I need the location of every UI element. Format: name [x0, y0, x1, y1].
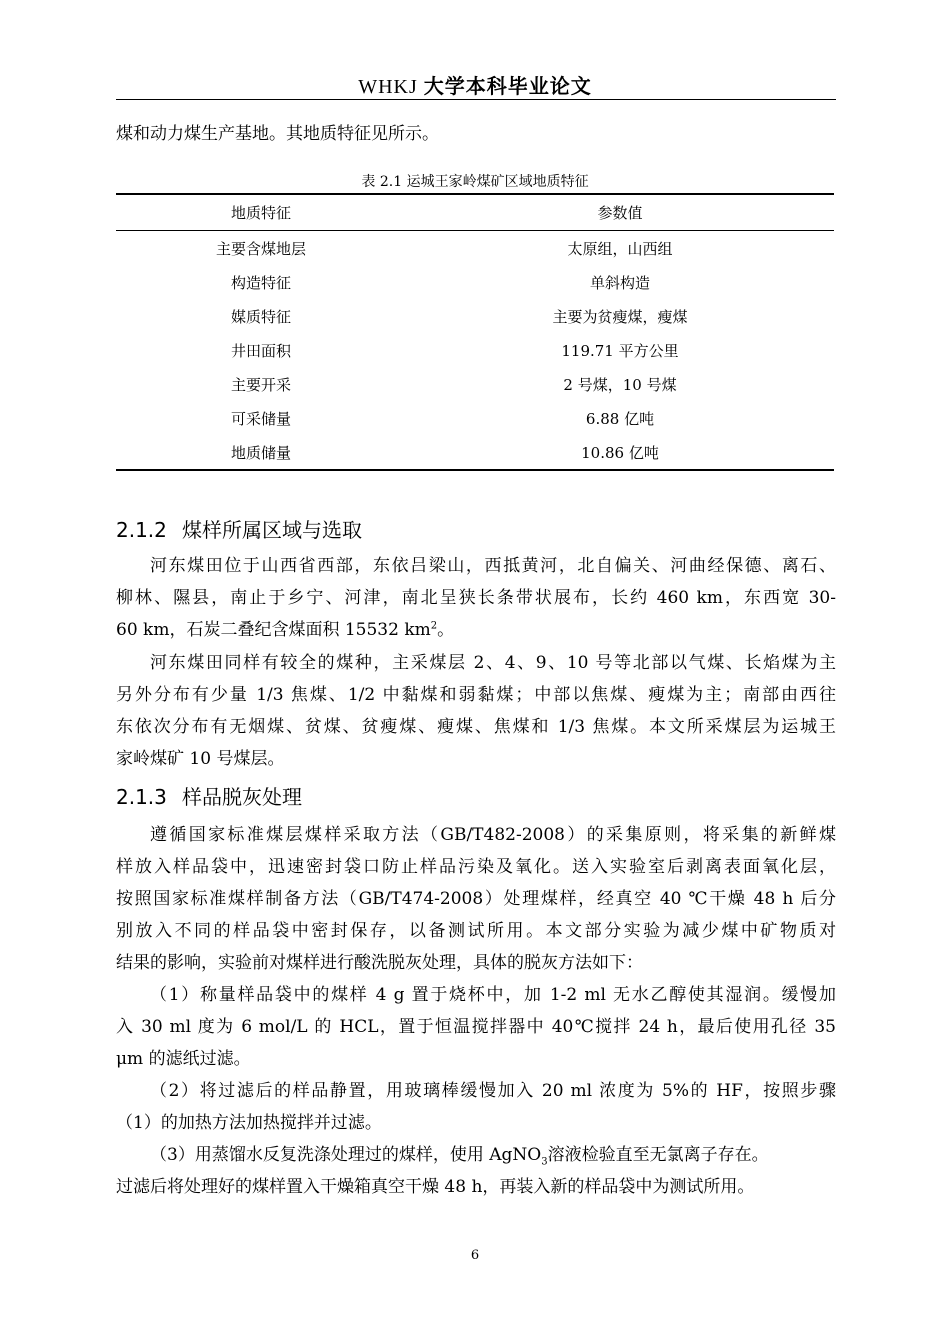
- paragraph-line: 河东煤田同样有较全的煤种，主采煤层 2、4、9、10 号等北部以气煤、长焰煤为主: [150, 653, 836, 673]
- paragraph-line: [150, 1140, 836, 1167]
- paragraph-line: 按照国家标准煤样制备方法（GB/T474-2008）处理煤样，经真空 40 ℃干燥 48 h 后分: [116, 889, 836, 909]
- paragraph-line: 样放入样品袋中，迅速密封袋口防止样品污染及氧化。送入实验室后剥离表面氧化层，: [116, 857, 836, 877]
- header-title: 大学本科毕业论文: [423, 74, 592, 98]
- text-run: （3）用蒸馏水反复洗涤处理过的煤样，使用 AgNO: [150, 1145, 542, 1165]
- paragraph-line: 别放入不同的样品袋中密封保存，以备测试所用。本文部分实验为减少煤中矿物质对: [116, 921, 836, 941]
- paragraph-line: 遵循国家标准煤层煤样采取方法（GB/T482-2008）的采集原则，将采集的新鲜煤: [150, 825, 836, 845]
- table-row: [116, 435, 834, 470]
- paragraph-line: （2）将过滤后的样品静置，用玻璃棒缓慢加入 20 ml 浓度为 5%的 HF，按照步骤: [150, 1081, 836, 1101]
- table-row: [116, 333, 834, 367]
- paragraph-line: 家岭煤矿 10 号煤层。: [116, 749, 285, 769]
- section-heading-2-1-3: [116, 781, 302, 810]
- paragraph-line: 河东煤田位于山西省西部，东依吕梁山，西抵黄河，北自偏关、河曲经保德、离石、: [150, 556, 836, 576]
- table-cell: 119.71 平方公里: [561, 341, 679, 360]
- table-cell: 主要开采: [230, 375, 291, 394]
- table-row: [116, 231, 834, 266]
- text-run: 60 km，石炭二叠纪含煤面积 15532 km: [116, 620, 431, 640]
- paragraph-line: [116, 615, 836, 640]
- table-cell: 2 号煤，10 号煤: [563, 375, 677, 394]
- table-cell: 6.88 亿吨: [585, 409, 655, 428]
- section-number: 2.1.2: [116, 518, 167, 542]
- table-cell: 主要为贫瘦煤，瘦煤: [552, 307, 688, 326]
- header-rule: [116, 99, 836, 100]
- section-title: 煤样所属区域与选取: [182, 518, 362, 542]
- subscript: 3: [541, 1156, 548, 1168]
- paragraph-line: 柳林、隰县，南止于乡宁、河津，南北呈狭长条带状展布，长约 460 km，东西宽 30-: [116, 588, 836, 608]
- intro-line: 煤和动力煤生产基地。其地质特征见所示。: [116, 124, 439, 144]
- column-header: 参数值: [406, 194, 834, 231]
- table-cell: 媒质特征: [230, 307, 291, 326]
- table-cell: 单斜构造: [589, 273, 650, 292]
- page-header: [116, 70, 834, 99]
- table-header-row: [116, 194, 834, 231]
- paragraph-line: μm 的滤纸过滤。: [116, 1049, 251, 1069]
- paragraph-line: 入 30 ml 度为 6 mol/L 的 HCL，置于恒温搅拌器中 40℃搅拌 24 h，最后使用孔径 35: [116, 1017, 836, 1037]
- section-heading-2-1-2: [116, 514, 362, 543]
- table-cell: 可采储量: [230, 409, 291, 428]
- table-cell: 构造特征: [230, 273, 291, 292]
- paragraph-line: 东依次分布有无烟煤、贫煤、贫瘦煤、瘦煤、焦煤和 1/3 焦煤。本文所采煤层为运城王: [116, 717, 836, 737]
- paragraph-line: （1）的加热方法加热搅拌并过滤。: [116, 1113, 382, 1133]
- text-run: 。: [437, 620, 455, 640]
- table-row: [116, 299, 834, 333]
- table-cell: 主要含煤地层: [215, 239, 306, 258]
- column-header: 地质特征: [116, 194, 406, 231]
- table-row: [116, 401, 834, 435]
- paragraph-line: 结果的影响，实验前对煤样进行酸洗脱灰处理，具体的脱灰方法如下：: [116, 953, 643, 973]
- superscript: 2: [430, 620, 438, 632]
- table-caption: 表 2.1 运城王家岭煤矿区域地质特征: [361, 174, 589, 190]
- paragraph-line: （1）称量样品袋中的煤样 4 g 置于烧杯中，加 1-2 ml 无水乙醇使其湿润。缓慢加: [150, 985, 836, 1005]
- table-cell: 地质储量: [116, 435, 406, 470]
- section-number: 2.1.3: [116, 785, 167, 809]
- geology-table: [116, 193, 834, 471]
- page-number: 6: [470, 1248, 480, 1263]
- paragraph-line: 另外分布有少量 1/3 焦煤、1/2 中黏煤和弱黏煤；中部以焦煤、瘦煤为主；南部由西往: [116, 685, 836, 705]
- section-title: 样品脱灰处理: [182, 785, 302, 809]
- table-row: [116, 265, 834, 299]
- table-row: [116, 367, 834, 401]
- table-cell: 10.86 亿吨: [406, 435, 834, 470]
- paragraph-line: 过滤后将处理好的煤样置入干燥箱真空干燥 48 h，再装入新的样品袋中为测试所用。: [116, 1177, 755, 1197]
- table-cell: 太原组，山西组: [567, 239, 673, 258]
- text-run: 溶液检验直至无氯离子存在。: [547, 1145, 769, 1165]
- header-prefix: WHKJ: [358, 76, 418, 98]
- table-cell: 井田面积: [230, 341, 291, 360]
